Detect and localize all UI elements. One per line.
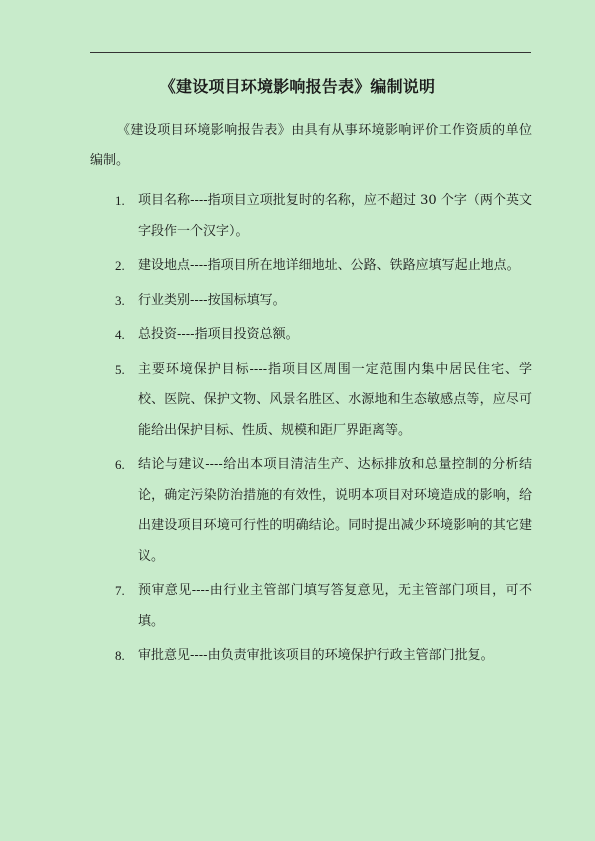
list-item-number: 4.: [115, 327, 125, 342]
list-item-text: 总投资----指项目投资总额。: [138, 327, 299, 342]
header-rule: [90, 52, 531, 53]
list-item-text: 预审意见----由行业主管部门填写答复意见，无主管部门项目，可不填。: [138, 583, 532, 629]
list-item-text: 结论与建议----给出本项目清洁生产、达标排放和总量控制的分析结论，确定污染防治措施的有效性，说明本项目对环境造成的影响，给出建设项目环境可行性的明确结论。同时提出减少环境影响的其它建议。: [138, 457, 532, 564]
list-item: [90, 450, 532, 572]
list-item: [90, 320, 532, 351]
list-item-number: 6.: [115, 457, 125, 472]
intro-paragraph: 《建设项目环境影响报告表》由具有从事环境影响评价工作资质的单位编制。: [90, 123, 532, 168]
instruction-list: [90, 186, 532, 676]
list-item-number: 2.: [115, 258, 125, 273]
list-item: [90, 576, 532, 637]
list-item: [90, 186, 532, 247]
list-item: [90, 641, 532, 672]
list-item-text: 建设地点----指项目所在地详细地址、公路、铁路应填写起止地点。: [138, 258, 520, 273]
list-item-text: 审批意见----由负责审批该项目的环境保护行政主管部门批复。: [138, 648, 494, 663]
list-item-text: 行业类别----按国标填写。: [138, 292, 286, 308]
list-item-text: 项目名称----指项目立项批复时的名称，应不超过 30 个字（两个英文字段作一个汉字）。: [138, 193, 532, 239]
list-item-number: 7.: [115, 583, 125, 598]
list-item-number: 5.: [115, 361, 125, 377]
list-item: [90, 355, 532, 447]
list-item: [90, 251, 532, 282]
page-title: 《建设项目环境影响报告表》编制说明: [159, 77, 436, 96]
list-item-number: 8.: [115, 648, 125, 663]
list-item-number: 3.: [115, 292, 125, 308]
list-item: [90, 286, 532, 317]
list-item-number: 1.: [115, 193, 125, 208]
list-item-text: 主要环境保护目标----指项目区周围一定范围内集中居民住宅、学校、医院、保护文物、风景名胜区、水源地和生态敏感点等，应尽可能给出保护目标、性质、规模和距厂界距离等。: [138, 361, 532, 438]
